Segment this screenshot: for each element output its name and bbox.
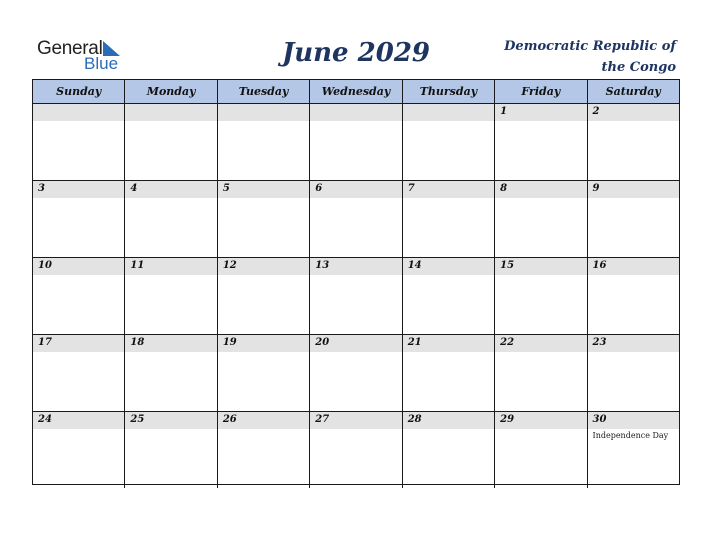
day-header-band [218, 104, 309, 121]
holiday-label: Independence Day [592, 431, 669, 440]
day-number: 24 [38, 414, 52, 425]
day-cell[interactable] [125, 258, 217, 334]
weekday-friday: Friday [495, 80, 587, 103]
day-number: 30 [592, 414, 607, 425]
day-header-band [495, 181, 586, 198]
day-header-band [33, 181, 124, 198]
week-row [33, 411, 679, 488]
day-cell[interactable] [125, 104, 217, 180]
day-header-band [33, 104, 124, 121]
day-number: 16 [592, 260, 607, 271]
day-cell[interactable] [495, 104, 587, 180]
day-header-band [310, 104, 401, 121]
day-number: 22 [500, 337, 515, 348]
day-cell[interactable] [218, 335, 310, 411]
day-cell[interactable] [33, 412, 125, 488]
day-cell[interactable] [218, 412, 310, 488]
day-cell[interactable] [310, 335, 402, 411]
country-line-1: Democratic Republic of [504, 39, 676, 54]
day-cell[interactable] [403, 412, 495, 488]
day-header-band [588, 181, 679, 198]
day-number: 26 [222, 414, 237, 425]
weekday-sunday: Sunday [33, 80, 125, 103]
calendar-grid [32, 79, 680, 485]
country-line-2: the Congo [601, 60, 676, 75]
day-cell[interactable] [403, 335, 495, 411]
day-cell[interactable] [125, 181, 217, 257]
day-cell[interactable] [495, 181, 587, 257]
day-number: 13 [315, 260, 330, 271]
weekday-saturday: Saturday [605, 85, 661, 98]
day-header-band [588, 104, 679, 121]
day-number: 4 [130, 183, 138, 194]
day-number: 23 [592, 337, 607, 348]
weekday-header-row [33, 80, 679, 103]
day-number: 1 [500, 106, 508, 117]
day-number: 17 [38, 337, 52, 348]
day-cell[interactable] [33, 104, 125, 180]
day-header-band [218, 181, 309, 198]
day-header-band [495, 104, 586, 121]
day-cell[interactable] [403, 258, 495, 334]
day-cell[interactable] [33, 181, 125, 257]
day-number: 12 [222, 260, 237, 271]
day-number: 11 [130, 260, 145, 271]
day-header-band [403, 104, 494, 121]
day-number: 3 [38, 183, 45, 194]
week-row [33, 257, 679, 334]
day-cell[interactable] [310, 258, 402, 334]
weekday-monday: Monday [125, 80, 217, 103]
day-cell[interactable] [403, 181, 495, 257]
day-cell[interactable] [495, 412, 587, 488]
day-number: 25 [130, 414, 145, 425]
day-cell[interactable] [588, 181, 679, 257]
day-cell[interactable] [310, 104, 402, 180]
day-number: 14 [407, 260, 422, 271]
day-number: 8 [500, 183, 508, 194]
logo-text-general: General [37, 38, 103, 59]
day-cell[interactable] [125, 335, 217, 411]
week-row [33, 180, 679, 257]
day-number: 2 [592, 106, 600, 117]
day-header-band [403, 181, 494, 198]
day-number: 6 [315, 183, 323, 194]
week-row [33, 103, 679, 180]
day-cell[interactable] [218, 104, 310, 180]
weekday-tuesday: Tuesday [218, 80, 310, 103]
day-number: 28 [407, 414, 422, 425]
day-number: 27 [315, 414, 330, 425]
day-cell[interactable] [588, 258, 679, 334]
generalblue-logo [37, 38, 137, 74]
day-header-band [125, 104, 216, 121]
day-cell[interactable] [125, 412, 217, 488]
day-number: 5 [222, 183, 230, 194]
day-header-band [310, 181, 401, 198]
day-cell[interactable] [588, 412, 679, 488]
weekday-wednesday: Wednesday [310, 80, 402, 103]
day-number: 29 [500, 414, 515, 425]
day-number: 7 [407, 183, 415, 194]
country-name [486, 36, 676, 78]
day-number: 9 [592, 183, 600, 194]
day-number: 20 [315, 337, 330, 348]
weekday-thursday: Thursday [403, 80, 495, 103]
page-title: June 2029 [281, 38, 431, 68]
day-cell[interactable] [588, 335, 679, 411]
day-cell[interactable] [495, 258, 587, 334]
day-cell[interactable] [33, 258, 125, 334]
logo-text-blue: Blue [84, 54, 119, 73]
day-cell[interactable] [33, 335, 125, 411]
day-number: 10 [38, 260, 52, 271]
day-number: 19 [222, 337, 237, 348]
day-number: 21 [407, 337, 422, 348]
day-cell[interactable] [495, 335, 587, 411]
day-cell[interactable] [218, 258, 310, 334]
day-number: 18 [130, 337, 145, 348]
day-cell[interactable] [310, 412, 402, 488]
day-header-band [125, 181, 216, 198]
week-row [33, 334, 679, 411]
day-cell[interactable] [403, 104, 495, 180]
day-cell[interactable] [588, 104, 679, 180]
day-number: 15 [500, 260, 515, 271]
day-cell[interactable] [310, 181, 402, 257]
day-cell[interactable] [218, 181, 310, 257]
